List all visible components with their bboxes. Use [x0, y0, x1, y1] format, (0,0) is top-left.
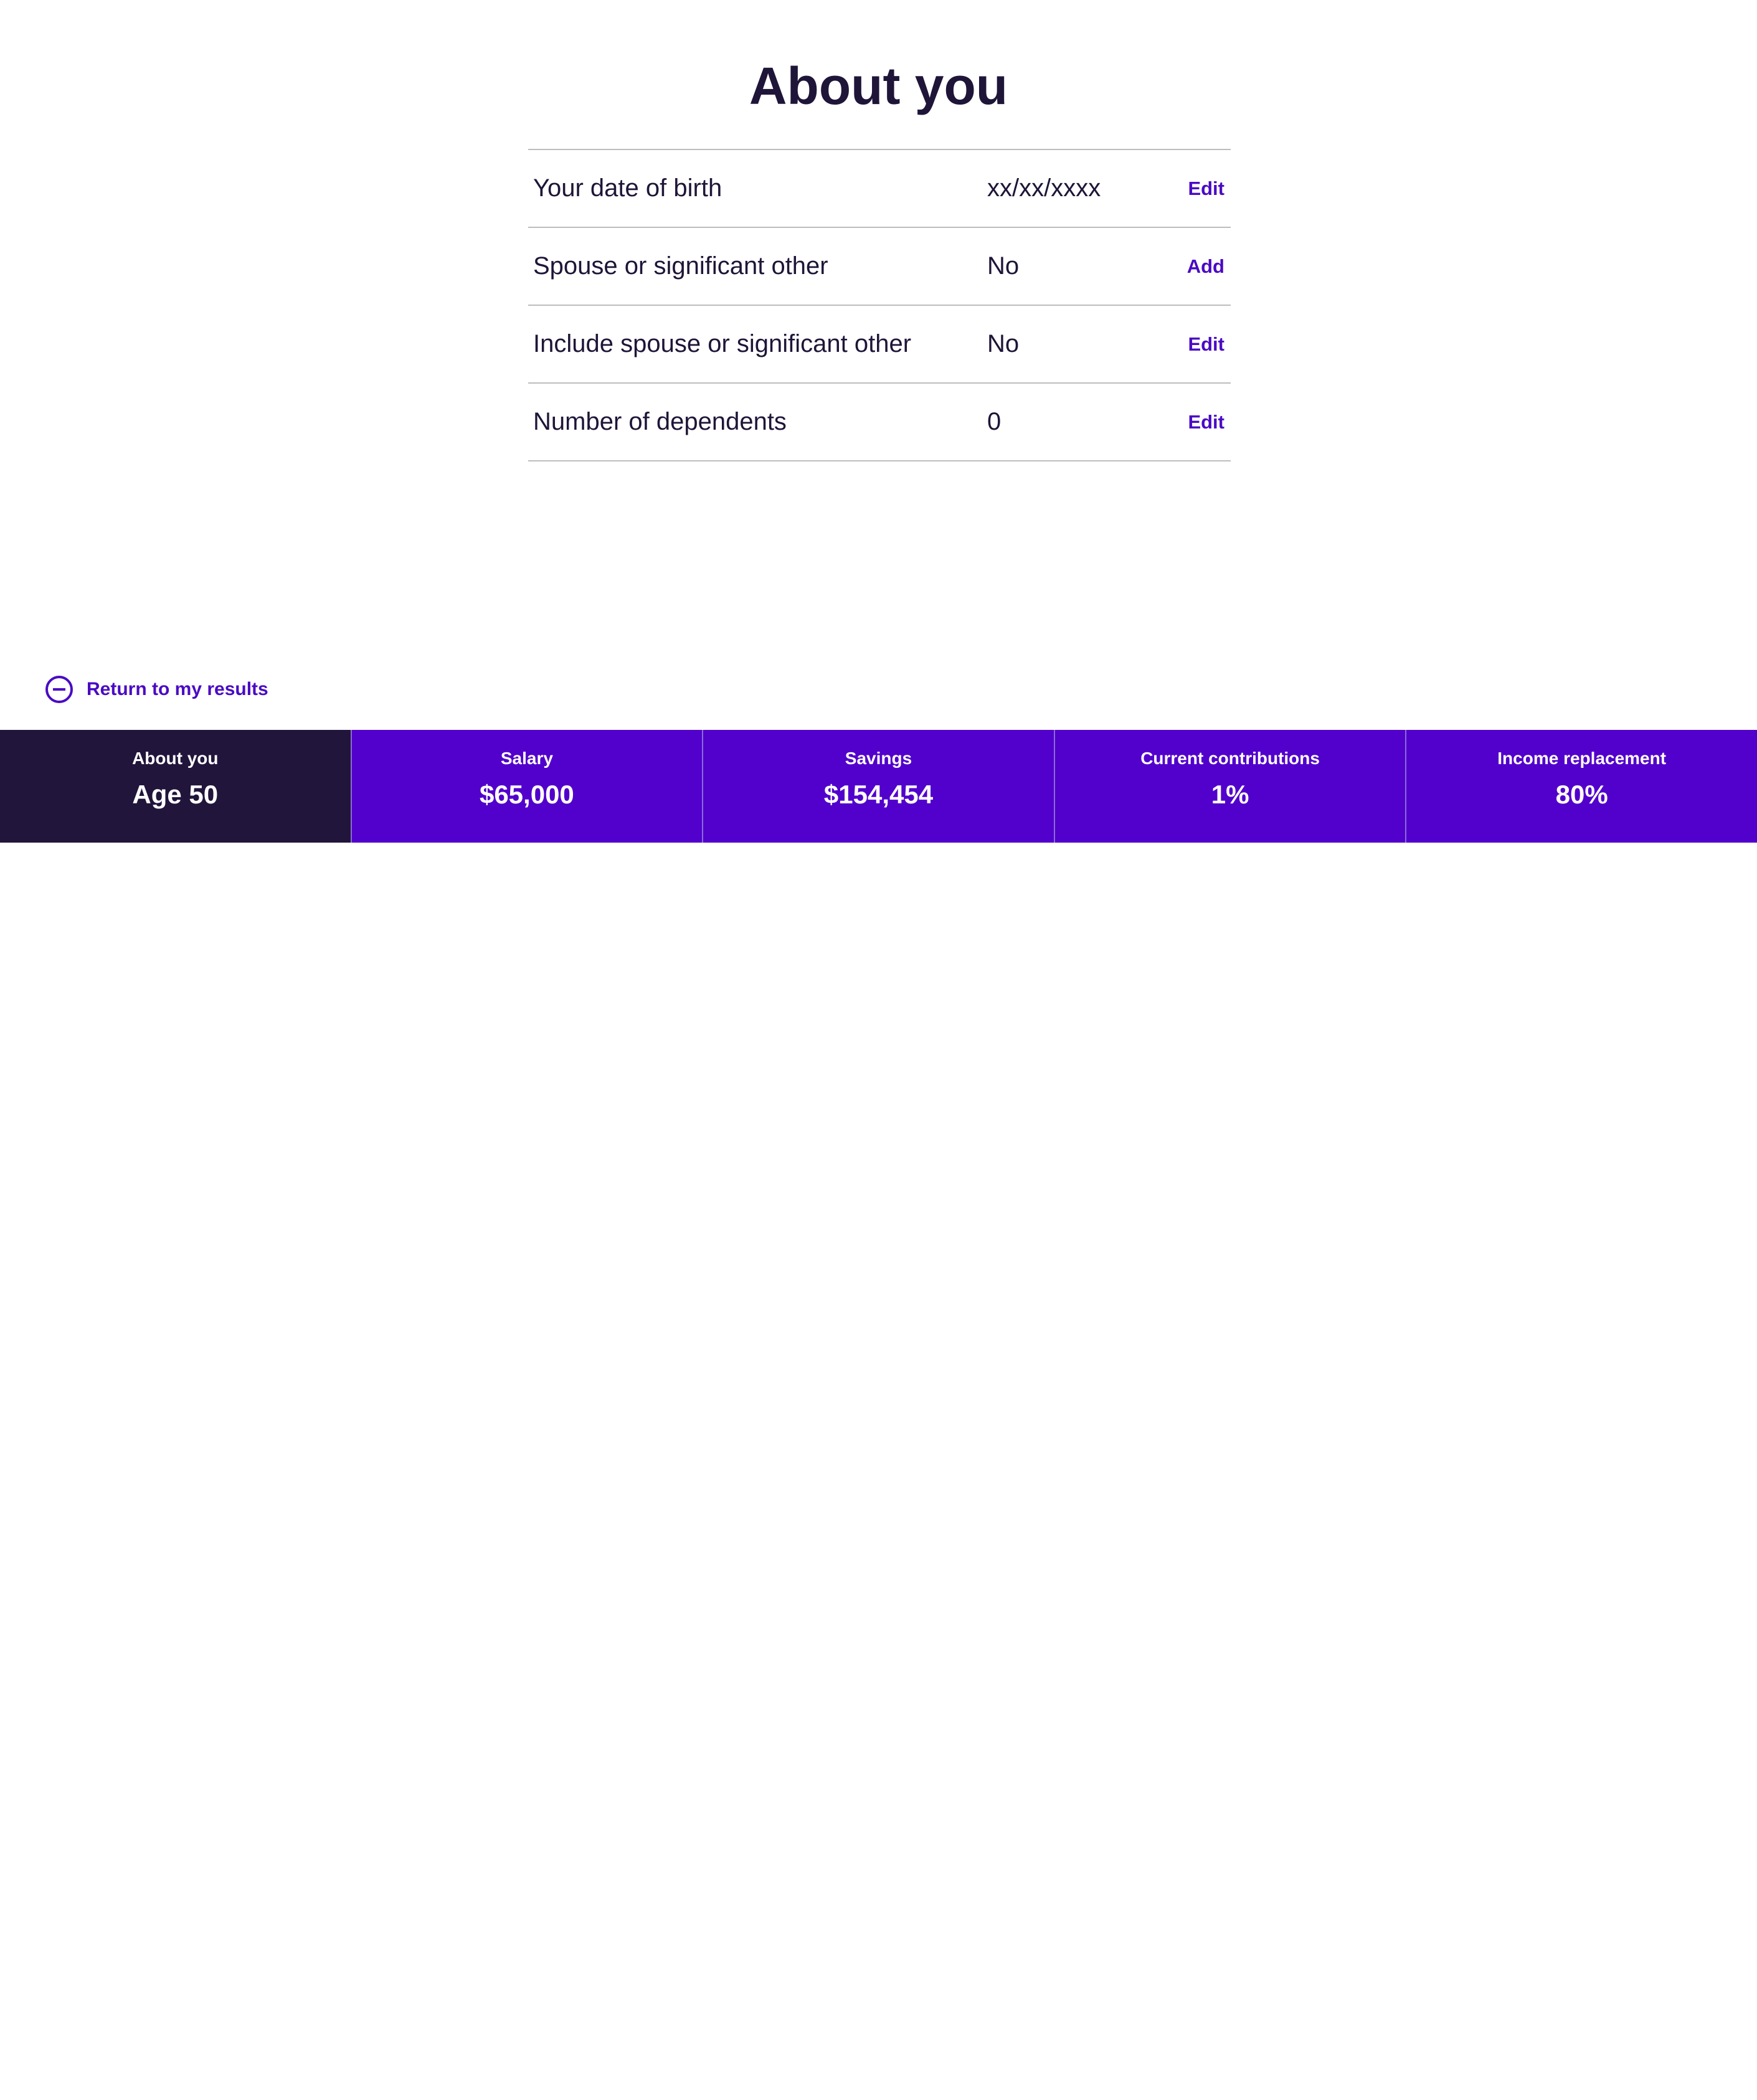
detail-label: Your date of birth: [533, 174, 722, 202]
summary-tab-value: 1%: [1211, 780, 1249, 809]
summary-tab-savings[interactable]: [702, 730, 1054, 843]
summary-tab-label: Current contributions: [1140, 749, 1320, 768]
summary-tab-income-replacement[interactable]: [1405, 730, 1757, 843]
summary-tab-value: $154,454: [823, 780, 934, 809]
summary-tab-value: $65,000: [479, 780, 574, 809]
summary-tab-label: Savings: [845, 749, 912, 768]
summary-tab-label: About you: [132, 749, 219, 768]
detail-value: 0: [987, 408, 1002, 435]
return-to-results-label: Return to my results: [87, 679, 268, 699]
add-spouse-link[interactable]: Add: [1186, 255, 1224, 277]
detail-label: Include spouse or significant other: [533, 330, 912, 357]
summary-tab-label: Salary: [500, 749, 553, 768]
page-title: About you: [749, 57, 1008, 115]
minus-circle-icon: [45, 676, 73, 703]
detail-value: No: [987, 252, 1020, 280]
detail-row-include-spouse: [528, 306, 1231, 384]
return-to-results-link[interactable]: [45, 676, 268, 703]
detail-row-dependents: [528, 384, 1231, 461]
about-you-details: [528, 149, 1231, 461]
summary-tab-value: 80%: [1555, 780, 1608, 809]
summary-tab-label: Income replacement: [1497, 749, 1667, 768]
summary-tab-value: Age 50: [132, 780, 219, 809]
edit-dependents-link[interactable]: Edit: [1188, 410, 1224, 433]
detail-value: No: [987, 330, 1020, 357]
detail-row-spouse: [528, 228, 1231, 306]
detail-row-date-of-birth: [528, 150, 1231, 228]
detail-label: Spouse or significant other: [533, 252, 828, 280]
summary-tab-salary[interactable]: [351, 730, 703, 843]
summary-tab-about-you[interactable]: [0, 730, 351, 843]
detail-value: xx/xx/xxxx: [987, 174, 1101, 202]
summary-nav: [0, 730, 1757, 843]
summary-tab-current-contributions[interactable]: [1054, 730, 1406, 843]
edit-date-of-birth-link[interactable]: Edit: [1188, 177, 1224, 199]
edit-include-spouse-link[interactable]: Edit: [1188, 333, 1224, 355]
detail-label: Number of dependents: [533, 408, 787, 435]
